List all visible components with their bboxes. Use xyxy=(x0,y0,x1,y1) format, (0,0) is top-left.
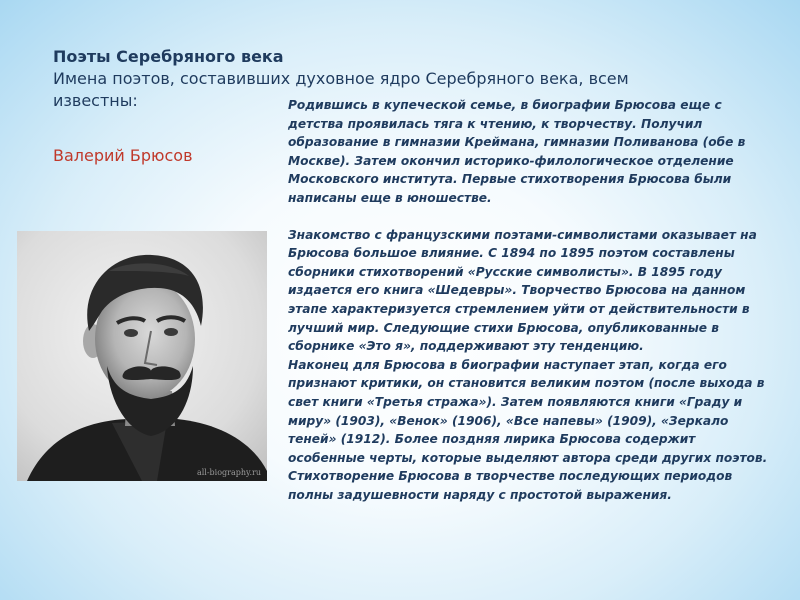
poet-name: Валерий Брюсов xyxy=(53,146,193,165)
portrait-image xyxy=(17,231,267,481)
bio-paragraph-1: Родившись в купеческой семье, в биографии Брюсова еще с детства проявилась тяга к чтению, к творчеству. Получил образование в гимназии Креймана, гимназии Поливанова (обе в Москве). Затем окончил историко-филологическое отделение Московского института. Первые стихотворения Брюсова были написаны еще в юношестве. xyxy=(288,98,746,205)
slide-subtitle: Имена поэтов, составивших духовное ядро Серебряного века, всем известны: xyxy=(53,69,629,110)
bio-paragraph-2: Знакомство с французскими поэтами-символистами оказывает на Брюсова большое влияние. С 1894 по 1895 поэтом составлены сборники стихотворений «Русские символисты». В 1895 году издается его книга «Шедевры». Творчество Брюсова на данном этапе характеризуется стремлением уйти от действительности в лучший мир. Следующие стихи Брюсова, опубликованные в сборнике «Это я», поддерживают эту тенденцию. xyxy=(288,227,757,354)
bio-paragraph-3: Наконец для Брюсова в биографии наступает этап, когда его признают критики, он становится великим поэтом (после выхода в свет книги «Третья стража»). Затем появляются книги «Граду и миру» (1903), «Венок» (1906), «Все напевы» (1909), «Зеркало теней» (1912). Более поздняя лирика Брюсова содержит особенные черты, которые выделяют автора среди других поэтов. Стихотворение Брюсова в творчестве последующих периодов полны задушевности наряду с простотой выражения. xyxy=(288,357,768,502)
portrait-watermark: all-biography.ru xyxy=(196,468,261,477)
biography-text xyxy=(288,96,768,504)
poet-portrait xyxy=(17,231,267,481)
slide-title: Поэты Серебряного века xyxy=(53,47,284,66)
